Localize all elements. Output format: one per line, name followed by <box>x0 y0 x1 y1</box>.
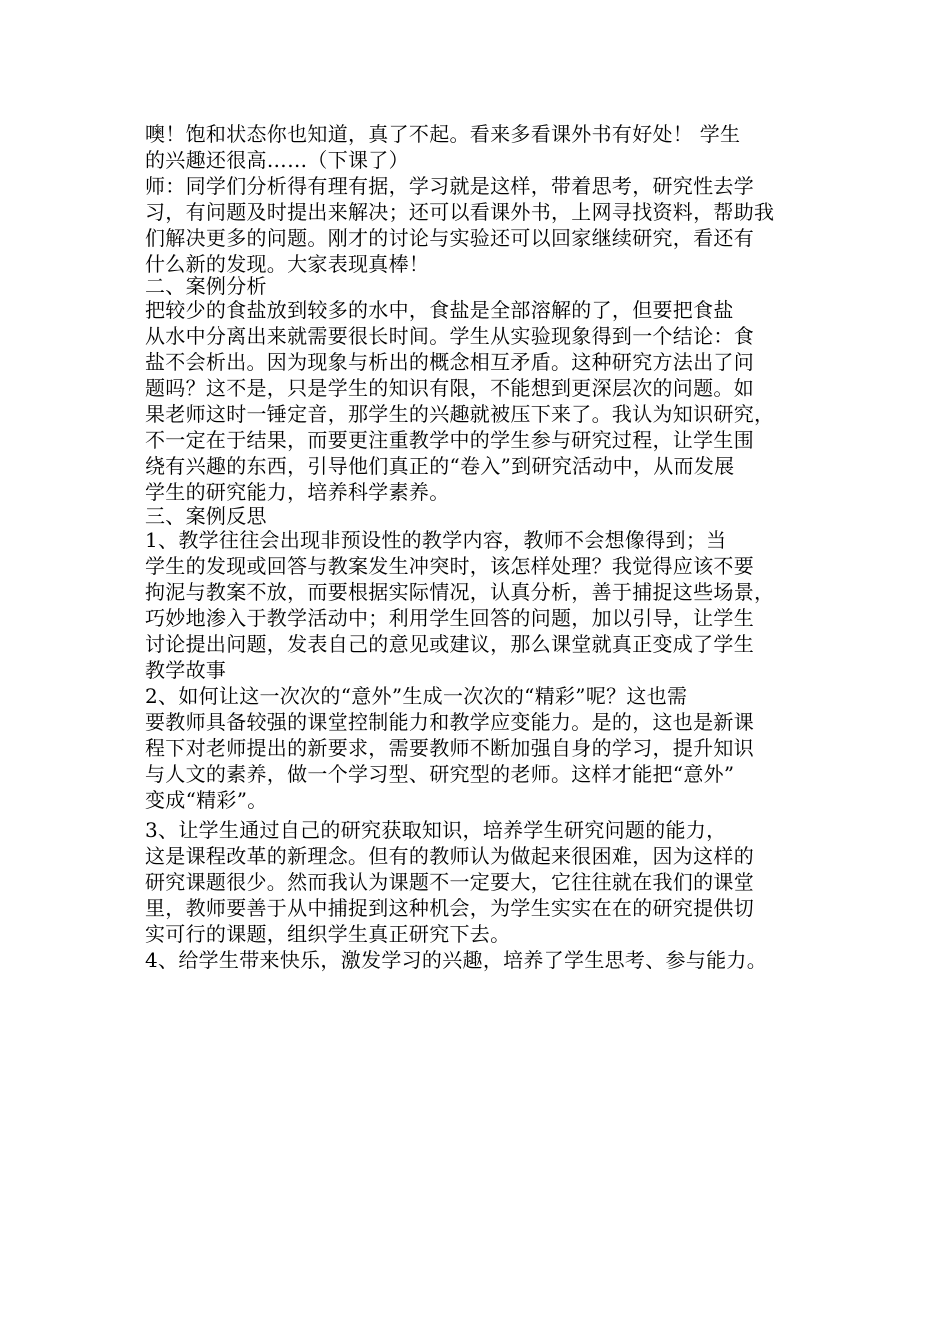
text-line: 变成“精彩”。 <box>145 788 268 812</box>
text-line: 里，教师要善于从中捕捉到这种机会，为学生实实在在的研究提供切 <box>145 896 754 920</box>
text-line: 噢！饱和状态你也知道，真了不起。看来多看课外书有好处！ 学生 <box>145 122 741 146</box>
text-line: 拘泥与教案不放，而要根据实际情况，认真分析，善于捕捉这些场景， <box>145 580 775 604</box>
text-line: 学生的发现或回答与教案发生冲突时，该怎样处理？我觉得应该不要 <box>145 554 754 578</box>
text-line: 与人文的素养，做一个学习型、研究型的老师。这样才能把“意外” <box>145 762 735 786</box>
text-line: 讨论提出问题，发表自己的意见或建议，那么课堂就真正变成了学生 <box>145 632 754 656</box>
text-line: 果老师这时一锤定音，那学生的兴趣就被压下来了。我认为知识研究， <box>145 402 775 426</box>
text-line: 学生的研究能力，培养科学素养。 <box>145 480 450 504</box>
text-line: 教学故事 <box>145 658 227 682</box>
text-line: 1、教学往往会出现非预设性的教学内容，教师不会想像得到；当 <box>145 528 727 552</box>
text-line: 要教师具备较强的课堂控制能力和教学应变能力。是的，这也是新课 <box>145 710 754 734</box>
text-line: 研究课题很少。然而我认为课题不一定要大，它往往就在我们的课堂 <box>145 870 754 894</box>
section-heading: 三、案例反思 <box>145 504 267 528</box>
text-line: 题吗？这不是，只是学生的知识有限，不能想到更深层次的问题。如 <box>145 376 754 400</box>
text-line: 的兴趣还很高……（下课了） <box>145 148 409 172</box>
text-line: 这是课程改革的新理念。但有的教师认为做起来很困难，因为这样的 <box>145 844 754 868</box>
text-line: 师：同学们分析得有理有据，学习就是这样，带着思考，研究性去学 <box>145 174 754 198</box>
text-line: 什么新的发现。大家表现真棒！ <box>145 252 430 276</box>
text-line: 程下对老师提出的新要求，需要教师不断加强自身的学习，提升知识 <box>145 736 754 760</box>
text-line: 实可行的课题，组织学生真正研究下去。 <box>145 922 511 946</box>
text-line: 2、如何让这一次次的“意外”生成一次次的“精彩”呢？这也需 <box>145 684 688 708</box>
text-line: 们解决更多的问题。刚才的讨论与实验还可以回家继续研究，看还有 <box>145 226 754 250</box>
text-line: 绕有兴趣的东西，引导他们真正的“卷入”到研究活动中，从而发展 <box>145 454 735 478</box>
text-line: 习，有问题及时提出来解决；还可以看课外书，上网寻找资料，帮助我 <box>145 200 775 224</box>
text-line: 4、给学生带来快乐，激发学习的兴趣，培养了学生思考、参与能力。 <box>145 948 768 972</box>
text-line: 把较少的食盐放到较多的水中，食盐是全部溶解的了，但要把食盐 <box>145 298 734 322</box>
section-heading: 二、案例分析 <box>145 274 267 298</box>
text-line: 3、让学生通过自己的研究获取知识，培养学生研究问题的能力， <box>145 818 727 842</box>
text-line: 从水中分离出来就需要很长时间。学生从实验现象得到一个结论：食 <box>145 324 754 348</box>
text-line: 不一定在于结果，而要更注重教学中的学生参与研究过程，让学生围 <box>145 428 754 452</box>
text-line: 盐不会析出。因为现象与析出的概念相互矛盾。这种研究方法出了问 <box>145 350 754 374</box>
text-line: 巧妙地渗入于教学活动中；利用学生回答的问题，加以引导，让学生 <box>145 606 754 630</box>
